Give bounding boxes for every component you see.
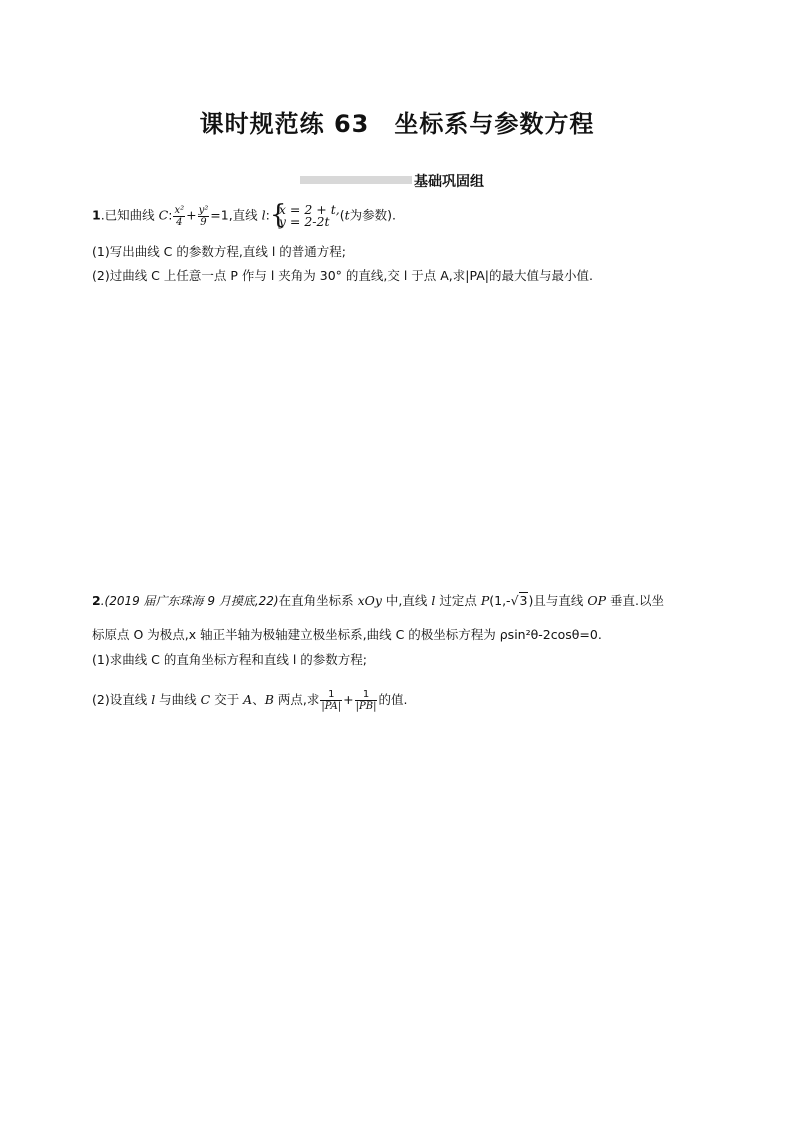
paren-open: ( (339, 207, 345, 223)
sqrt-value: 3 (519, 593, 528, 608)
question-text: 与曲线 (155, 692, 201, 707)
statement-text: 在直角坐标系 (278, 593, 358, 608)
problem-1-number: 1 (92, 207, 101, 223)
question-text: 两点,求 (273, 692, 320, 707)
coordinate-close: ) (528, 593, 534, 608)
statement-text: 过定点 (435, 593, 481, 608)
fraction-denominator: |PB| (355, 701, 377, 712)
statement-text: 且与直线 (533, 593, 588, 608)
question-text: 的值. (378, 692, 408, 707)
line-name: l (431, 593, 436, 608)
question-text: (2)设直线 (92, 692, 152, 707)
system-equation-1: x = 2 + t, (278, 202, 340, 217)
coordinate-system-name: xOy (357, 593, 382, 608)
separator: 、 (252, 692, 265, 707)
fraction-x2-over-4 (173, 205, 185, 228)
problem-2-question-2 (92, 689, 407, 712)
problem-1-intro: .已知曲线 (100, 207, 159, 223)
curve-name: C (200, 692, 211, 707)
fraction-denominator: 4 (176, 216, 183, 228)
coordinate-open: (1,- (489, 593, 511, 608)
problem-1-question-2: (2)过曲线 C 上任意一点 P 作与 l 夹角为 30° 的直线,交 l 于点 A,求|PA|的最大值与最小值. (92, 268, 593, 283)
parameter-variable: t (344, 207, 350, 223)
statement-text: 中,直线 (381, 593, 432, 608)
fraction-numerator: 1 (320, 689, 342, 701)
curve-name: C (158, 207, 169, 223)
point-a-name: A (243, 692, 253, 707)
point-b-name: B (264, 692, 274, 707)
fraction-numerator: 1 (355, 689, 378, 701)
problem-2-question-1: (1)求曲线 C 的直角坐标方程和直线 l 的参数方程; (92, 652, 368, 667)
problem-2-statement (92, 592, 664, 609)
fraction-1-over-pb (355, 689, 378, 712)
section-divider-bar (300, 176, 412, 184)
page-title: 课时规范练 63 坐标系与参数方程 (199, 110, 595, 138)
line-name: l (151, 692, 156, 707)
plus-sign: + (343, 692, 354, 707)
problem-2-source: .(2019 届广东珠海 9 月摸底,22) (100, 594, 279, 608)
colon: : (168, 207, 173, 223)
problem-2-number: 2 (92, 593, 101, 608)
question-text: 交于 (210, 692, 244, 707)
section-heading: 基础巩固组 (414, 174, 484, 190)
fraction-numerator: x² (174, 204, 185, 216)
point-name: P (480, 593, 490, 608)
problem-1-statement (92, 200, 396, 230)
problem-2-statement-line-2: 标原点 O 为极点,x 轴正半轴为极轴建立极坐标系,曲线 C 的极坐标方程为 ρsin²θ-2cosθ=0. (92, 627, 602, 642)
problem-1-question-1: (1)写出曲线 C 的参数方程,直线 l 的普通方程; (92, 244, 346, 259)
statement-text: 垂直.以坐 (606, 593, 664, 608)
plus-sign: + (186, 207, 197, 223)
fraction-1-over-pa (320, 689, 342, 712)
fraction-denominator: |PA| (321, 701, 342, 712)
line-name: l (261, 207, 266, 223)
line-op-name: OP (587, 593, 607, 608)
equation-rhs: =1,直线 (210, 207, 262, 223)
left-brace-icon: { (269, 200, 287, 230)
parametric-system (269, 200, 340, 230)
fraction-numerator: y² (198, 204, 209, 216)
sqrt-icon: √ (510, 593, 519, 608)
parameter-note: 为参数). (349, 207, 396, 223)
fraction-y2-over-9 (198, 205, 210, 228)
fraction-denominator: 9 (200, 216, 207, 228)
colon: : (265, 207, 270, 223)
system-equation-2: y = 2-2t (278, 214, 330, 229)
